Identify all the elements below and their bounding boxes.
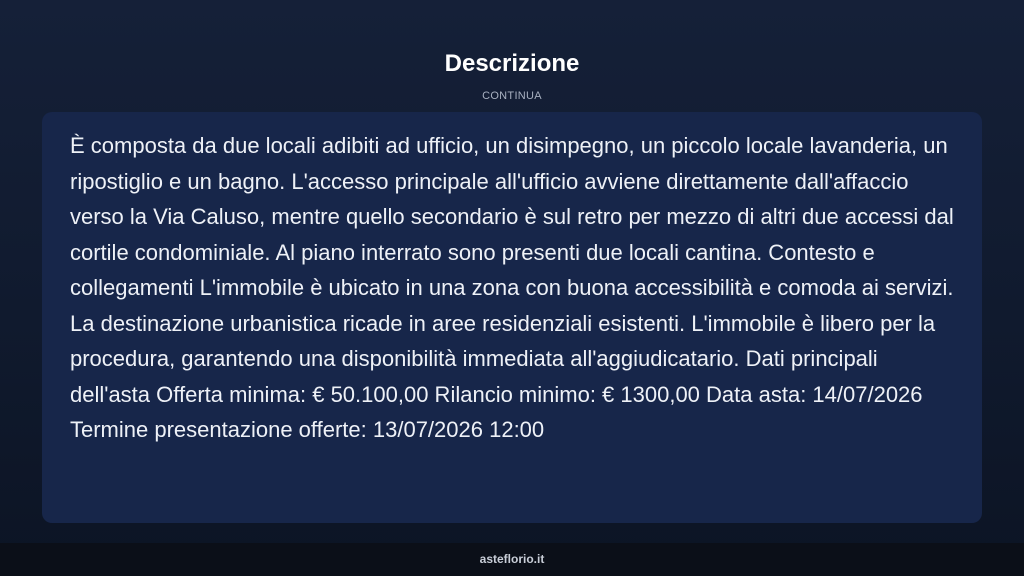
description-card: [42, 112, 982, 523]
header: [0, 50, 1024, 103]
page-title: Descrizione: [444, 50, 580, 77]
footer: [0, 543, 1024, 576]
description-text: È composta da due locali adibiti ad ufficio, un disimpegno, un piccolo locale lavanderia, un ripostiglio e un bagno. L'accesso principale all'ufficio avviene direttamente dall'affaccio verso la Via Caluso, mentre quello secondario è sul retro per mezzo di altri due accessi dal cortile condominiale. Al piano interrato sono presenti due locali cantina. Contesto e collegamenti L'immobile è ubicato in una zona con buona accessibilità e comoda ai servizi. La destinazione urbanistica ricade in aree residenziali esistenti. L'immobile è libero per la procedura, garantendo una disponibilità immediata all'aggiudicatario. Dati principali dell'asta Offerta minima: € 50.100,00 Rilancio minimo: € 1300,00 Data asta: 14/07/2026 Termine presentazione offerte: 13/07/2026 12:00: [70, 133, 954, 442]
site-name: asteflorio.it: [479, 552, 545, 566]
continue-label: CONTINUA: [482, 90, 542, 102]
